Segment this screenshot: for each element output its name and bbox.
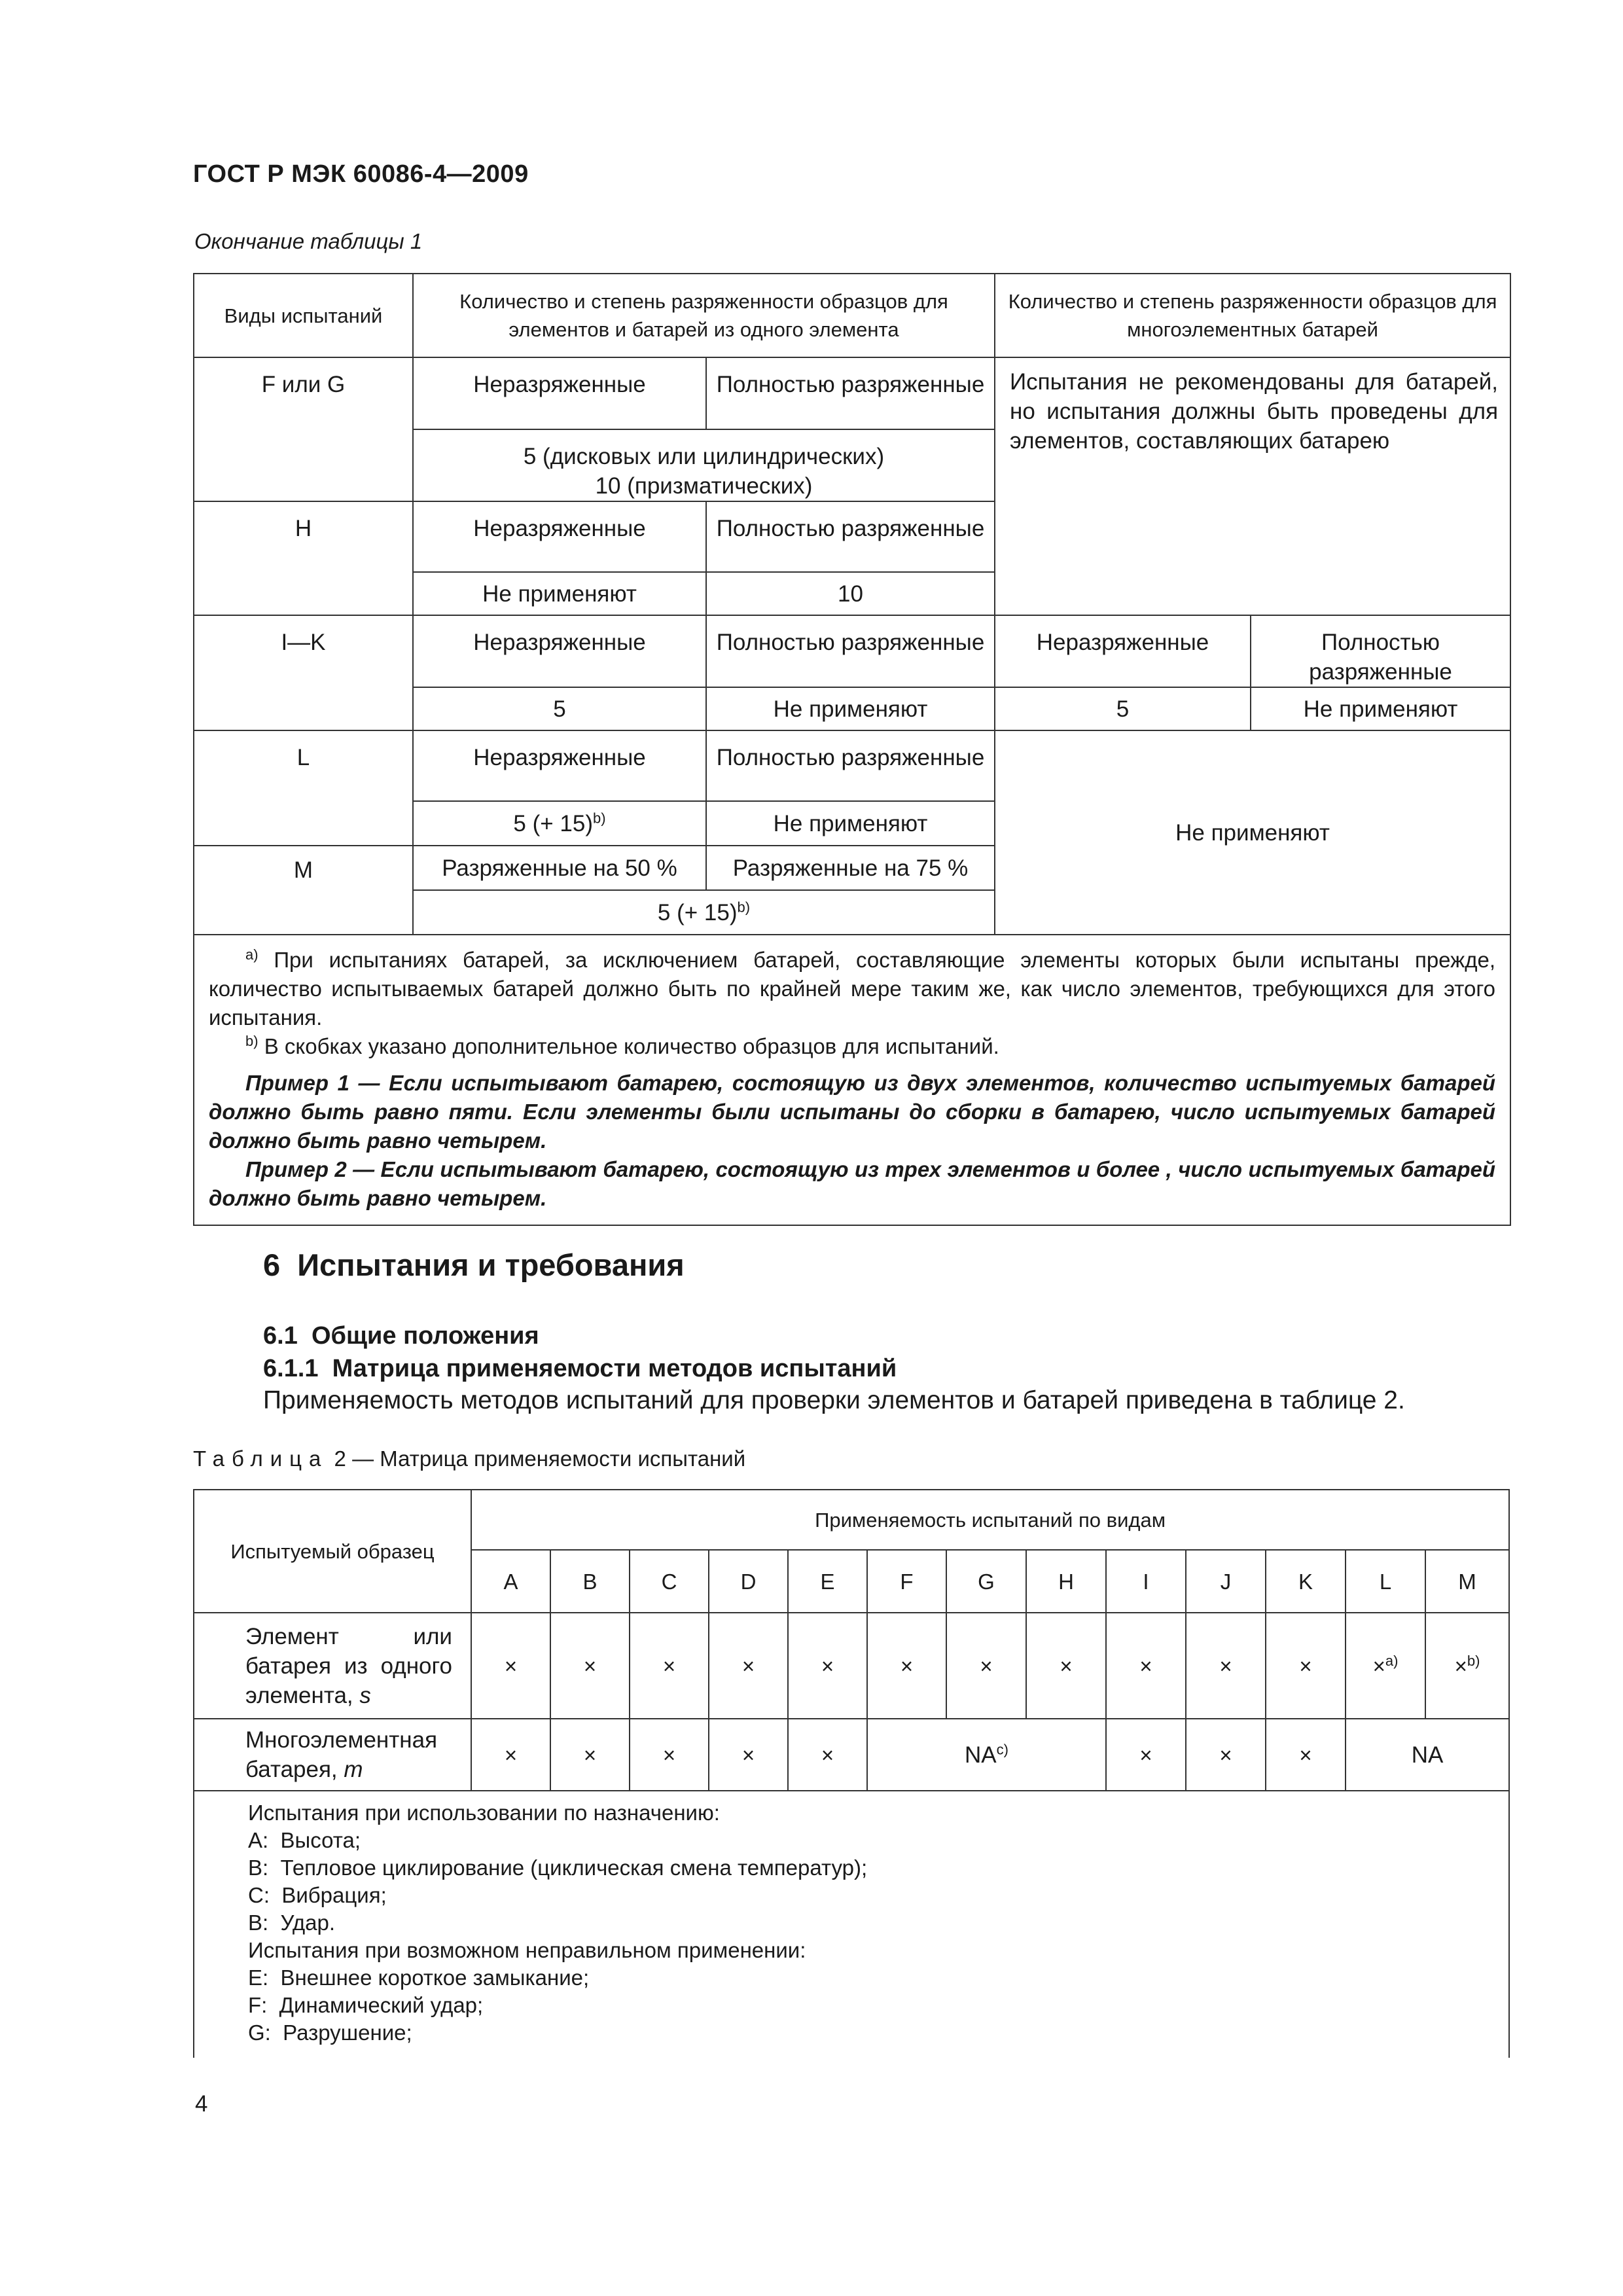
legend-line: C: Вибрация; [248, 1883, 387, 1907]
t2-row-symbol: s [359, 1682, 371, 1708]
example-1-text: Пример 1 — Если испытывают батарею, состоящую из двух элементов, количество испытуемых батарей должно быть равно пяти. Если элементы были испытаны до сборки в батарею, число испытуемых батарей должно быть равно четырем. [209, 1071, 1496, 1153]
t2-col-letter: B [550, 1550, 630, 1613]
t2-cross: × [946, 1613, 1026, 1719]
footnote-mark: b) [1467, 1652, 1480, 1669]
t1-cell: Полностью разряженные [706, 501, 995, 572]
t1-row-label: M [194, 846, 413, 935]
t1-cell: Неразряженные [413, 730, 706, 801]
legend-line: Испытания при возможном неправильном применении: [248, 1938, 806, 1962]
section-6-1-title: 6.1 Общие положения [263, 1322, 539, 1350]
t1-row-label: L [194, 730, 413, 846]
table1-caption: Окончание таблицы 1 [194, 229, 423, 253]
t2-col-letter: C [630, 1550, 709, 1613]
t2-cross: × [1266, 1719, 1346, 1791]
t2-col-letter: H [1026, 1550, 1106, 1613]
t2-cross: × [550, 1719, 630, 1791]
t2-cross: × [550, 1613, 630, 1719]
legend-line: G: Разрушение; [248, 2020, 412, 2045]
t2-col-letter: J [1186, 1550, 1266, 1613]
t2-cross: × [1106, 1719, 1186, 1791]
t1-row-label: H [194, 501, 413, 615]
t1-cell: Полностью разряженные [706, 357, 995, 429]
example-1 [209, 1069, 1495, 1155]
example-2-text: Пример 2 — Если испытывают батарею, состоящую из трех элементов и более , число испытуемых батарей должно быть равно четырем. [209, 1157, 1496, 1210]
t2-col-letter: F [867, 1550, 946, 1613]
t2-na: NA [1346, 1719, 1509, 1791]
t1-cell: 10 [706, 572, 995, 615]
t2-header-group: Применяемость испытаний по видам [471, 1490, 1509, 1550]
footnote-mark: a) [1385, 1652, 1399, 1669]
t2-na: NA [965, 1742, 997, 1768]
t2-cross: × [1186, 1613, 1266, 1719]
t1-cell: Неразряженные [413, 501, 706, 572]
t2-header-sample: Испытуемый образец [194, 1490, 471, 1613]
t1-cell: Полностью разряженные [706, 730, 995, 801]
t1-header-single: Количество и степень разряженности образцов для элементов и батарей из одного элемента [413, 274, 995, 357]
t2-cross: × [1372, 1653, 1385, 1678]
t1-cell [413, 890, 995, 935]
t1-cell: Не применяют [1251, 687, 1510, 730]
table2-caption-rest: 2 — Матрица применяемости испытаний [328, 1446, 746, 1471]
t1-cell [413, 429, 995, 501]
t2-col-letter: L [1346, 1550, 1425, 1613]
t2-row-label-text: Элемент или батарея из одного элемента, [245, 1623, 452, 1708]
t1-count-line: 10 (призматических) [595, 473, 813, 499]
t2-cross: × [867, 1613, 946, 1719]
t1-header-multi: Количество и степень разряженности образцов для многоэлементных батарей [995, 274, 1510, 357]
legend-line: A: Высота; [248, 1828, 361, 1852]
t1-cell [413, 801, 706, 846]
t1-cell: Не применяют [706, 687, 995, 730]
t1-header-test-types: Виды испытаний [194, 274, 413, 357]
table2 [193, 1489, 1510, 2058]
t2-cross: × [1266, 1613, 1346, 1719]
t1-notes [194, 935, 1510, 1225]
footnote-mark: c) [996, 1740, 1008, 1757]
t1-cell: Неразряженные [413, 357, 706, 429]
t2-col-letter: G [946, 1550, 1026, 1613]
t1-cell: Разряженные на 75 % [706, 846, 995, 890]
t1-cell: Не применяют [706, 801, 995, 846]
t1-cell: Полностью разряженные [1251, 615, 1510, 687]
t2-cross: × [709, 1613, 788, 1719]
table2-caption-word: Таблица [193, 1446, 329, 1471]
t2-cross: × [630, 1613, 709, 1719]
t2-legend [194, 1791, 1509, 2058]
t1-cell: Неразряженные [995, 615, 1251, 687]
t2-row-label-text: Многоэлементная батарея, [245, 1727, 438, 1782]
t2-row-label-s [194, 1613, 471, 1719]
footnote-mark: b) [593, 809, 606, 826]
t1-multi-not-applied: Не применяют [995, 730, 1510, 935]
note-a [209, 946, 1495, 1032]
t1-count-line: 5 (дисковых или цилиндрических) [523, 444, 885, 469]
t2-cross: × [788, 1613, 867, 1719]
t1-cell: Полностью разряженные [706, 615, 995, 687]
t2-row-symbol: m [344, 1757, 363, 1782]
t2-cross: × [1106, 1613, 1186, 1719]
t2-cross: × [630, 1719, 709, 1791]
legend-line: Испытания при использовании по назначению: [248, 1801, 720, 1825]
t2-cross: × [471, 1613, 550, 1719]
t1-row-label: F или G [194, 357, 413, 501]
table2-caption [193, 1446, 745, 1471]
example-2 [209, 1155, 1495, 1213]
t2-cross: × [788, 1719, 867, 1791]
t2-cross: × [709, 1719, 788, 1791]
t2-col-letter: I [1106, 1550, 1186, 1613]
footnote-mark: b) [737, 898, 751, 915]
note-b-text: В скобках указано дополнительное количество образцов для испытаний. [264, 1034, 999, 1058]
document-header: ГОСТ Р МЭК 60086-4—2009 [193, 160, 529, 188]
t1-multi-note: Испытания не рекомендованы для батарей, но испытания должны быть проведены для элементов, составляющих батарею [995, 357, 1510, 615]
t1-count: 5 (+ 15) [657, 899, 738, 925]
t1-cell: 5 [413, 687, 706, 730]
section-6-1-1-text: Применяемость методов испытаний для проверки элементов и батарей приведена в таблице 2. [263, 1386, 1405, 1414]
footnote-mark: a) [245, 946, 259, 963]
table1 [193, 273, 1511, 1226]
note-b [209, 1032, 1495, 1061]
t1-count: 5 (+ 15) [513, 810, 594, 836]
t2-cross: × [1454, 1653, 1467, 1678]
t2-col-letter: K [1266, 1550, 1346, 1613]
t1-cell: 5 [995, 687, 1251, 730]
t2-col-letter: M [1425, 1550, 1509, 1613]
legend-line: E: Внешнее короткое замыкание; [248, 1965, 590, 1990]
note-a-text: При испытаниях батарей, за исключением батарей, составляющие элементы которых были испытаны прежде, количество испытываемых батарей должно быть по крайней мере таким же, как число элементов, требующихся для этого испытания. [209, 948, 1496, 1030]
t2-cross-l [1346, 1613, 1425, 1719]
t1-cell: Разряженные на 50 % [413, 846, 706, 890]
section-6-title: 6 Испытания и требования [263, 1247, 685, 1282]
footnote-mark: b) [245, 1033, 259, 1049]
t2-cross-m [1425, 1613, 1509, 1719]
page-number: 4 [195, 2091, 208, 2117]
t1-row-label: I—K [194, 615, 413, 730]
t2-col-letter: A [471, 1550, 550, 1613]
t1-cell: Не применяют [413, 572, 706, 615]
t2-cross: × [1186, 1719, 1266, 1791]
t2-cross: × [471, 1719, 550, 1791]
t1-cell: Неразряженные [413, 615, 706, 687]
legend-line: B: Удар. [248, 1910, 336, 1935]
legend-line: F: Динамический удар; [248, 1993, 484, 2017]
t2-col-letter: D [709, 1550, 788, 1613]
legend-line: B: Тепловое циклирование (циклическая смена температур); [248, 1856, 868, 1880]
t2-na-cell [867, 1719, 1106, 1791]
t2-row-label-m [194, 1719, 471, 1791]
section-6-1-1-title: 6.1.1 Матрица применяемости методов испытаний [263, 1355, 897, 1382]
t2-col-letter: E [788, 1550, 867, 1613]
t2-cross: × [1026, 1613, 1106, 1719]
